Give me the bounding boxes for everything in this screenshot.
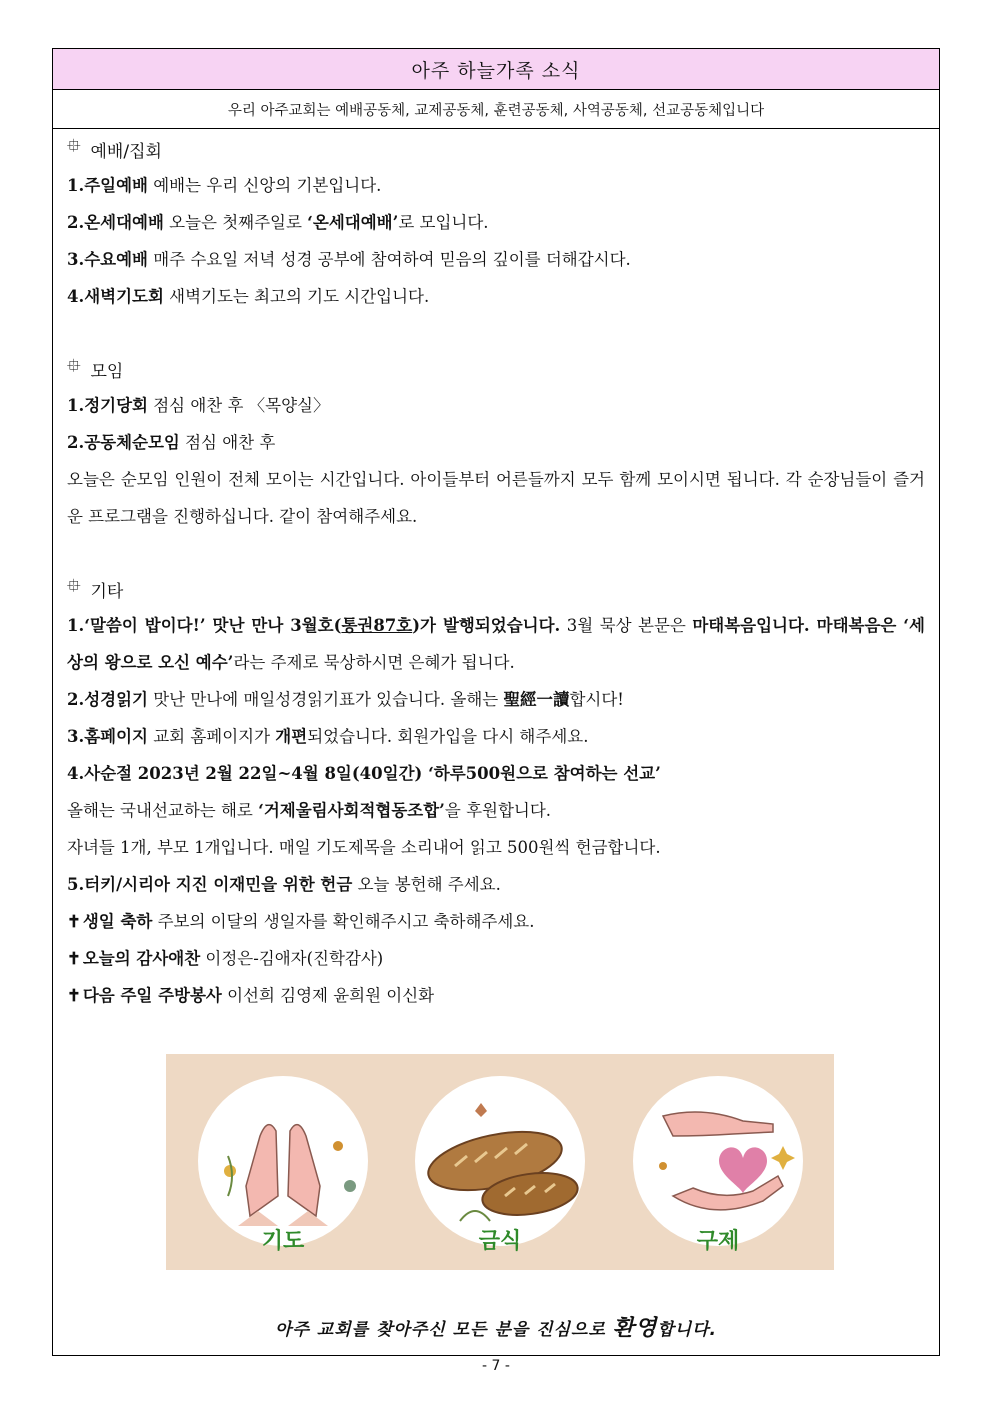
item-text: 새벽기도는 최고의 기도 시간입니다. <box>163 287 430 306</box>
worship-item-1 <box>67 167 925 204</box>
cross-item-kitchen <box>67 977 925 1014</box>
welcome-text: 아주 교회를 찾아주신 모든 분을 진심으로 <box>275 1320 613 1340</box>
welcome-text: 합니다. <box>657 1320 717 1340</box>
section-title: 기타 <box>90 581 124 602</box>
welcome-emphasis: 환영 <box>612 1316 658 1341</box>
cross-icon: ✝ <box>67 912 81 931</box>
meeting-item-1 <box>67 387 925 424</box>
other-item-2 <box>67 681 925 718</box>
item-text: 3월 묵상 본문은 <box>560 616 693 635</box>
banner-circle-almsgiving <box>633 1076 803 1246</box>
banner-circle-fasting <box>415 1076 585 1246</box>
item-label: 5.터키/시리아 지진 이재민을 위한 헌금 <box>67 875 353 894</box>
item-text: 올해는 국내선교하는 해로 <box>67 801 259 820</box>
banner-label-prayer: 기도 <box>261 1229 305 1254</box>
page-number: - 7 - <box>482 1358 510 1374</box>
item-label: 1.‘말씀이 밥이다!’ 맛난 만나 3월호( <box>67 616 342 635</box>
praying-hands-icon <box>198 1076 368 1246</box>
section-title: 예배/집회 <box>90 141 162 162</box>
item-text: 을 후원합니다. <box>444 801 552 820</box>
item-emphasis: 마태복음입니다. 마태복음은 ‘세상의 왕으로 오신 예수’ <box>67 616 925 672</box>
section-title: 모임 <box>90 361 124 382</box>
item-text: 점심 애찬 후 〈목양실〉 <box>147 396 330 415</box>
item-text: 예배는 우리 신앙의 기본입니다. <box>147 176 382 195</box>
item-text: 라는 주제로 묵상하시면 은혜가 됩니다. <box>233 653 515 672</box>
bread-icon <box>415 1076 585 1246</box>
other-item-4-line-3: 자녀들 1개, 부모 1개입니다. 매일 기도제목을 소리내어 읽고 500원씩 헌금합니다. <box>67 838 661 857</box>
item-text: 합시다! <box>569 690 624 709</box>
section-worship-heading <box>67 131 925 167</box>
other-item-4-line-2 <box>67 792 925 829</box>
welcome-message <box>53 1311 939 1342</box>
item-text: 주보의 이달의 생일자를 확인해주시고 축하해주세요. <box>152 912 535 931</box>
item-label-underlined: 통권87호 <box>341 616 413 635</box>
cross-icon: ✝ <box>67 986 81 1005</box>
other-item-5 <box>67 866 925 903</box>
banner-circle-prayer <box>198 1076 368 1246</box>
other-item-1 <box>67 607 925 681</box>
item-text: 점심 애찬 후 <box>179 433 276 452</box>
item-text: 이정은-김애자(진학감사) <box>200 949 384 968</box>
item-emphasis: 개편 <box>275 727 308 746</box>
section-meetings-heading <box>67 351 925 387</box>
meeting-item-2 <box>67 424 925 461</box>
worship-item-2 <box>67 204 925 241</box>
section-other-heading <box>67 571 925 607</box>
item-label: 3.수요예배 <box>67 250 148 269</box>
spacer <box>67 315 925 351</box>
item-label: 다음 주일 주방봉사 <box>82 986 222 1005</box>
worship-item-3 <box>67 241 925 278</box>
item-text: 로 모입니다. <box>398 213 489 232</box>
item-label: 생일 축하 <box>82 912 153 931</box>
giving-hands-heart-icon <box>633 1076 803 1246</box>
item-text: 교회 홈페이지가 <box>147 727 276 746</box>
item-emphasis: 聖經一讀 <box>503 690 570 709</box>
item-label: 2.성경읽기 <box>67 690 148 709</box>
item-label: 3.홈페이지 <box>67 727 148 746</box>
item-emphasis: ‘거제울림사회적협동조합’ <box>258 801 445 820</box>
item-text: 매주 수요일 저녁 성경 공부에 참여하여 믿음의 깊이를 더해갑시다. <box>147 250 631 269</box>
item-text: 이선희 김영제 윤희원 이신화 <box>221 986 435 1005</box>
banner-label-fasting: 금식 <box>478 1229 522 1254</box>
cross-item-thanks <box>67 940 925 977</box>
page-subtitle: 우리 아주교회는 예배공동체, 교제공동체, 훈련공동체, 사역공동체, 선교공동체입니다 <box>53 90 939 129</box>
item-text: 맛난 만나에 매일성경읽기표가 있습니다. 올해는 <box>147 690 504 709</box>
item-label: 2.공동체순모임 <box>67 433 180 452</box>
section-bullet-icon: ⯐ <box>67 576 81 597</box>
item-label: 2.온세대예배 <box>67 213 164 232</box>
other-item-3 <box>67 718 925 755</box>
item-label: 1.정기당회 <box>67 396 148 415</box>
item-label: 오늘의 감사애찬 <box>82 949 201 968</box>
item-emphasis: ‘온세대예배’ <box>307 213 399 232</box>
item-text: 되었습니다. 회원가입을 다시 해주세요. <box>307 727 589 746</box>
other-item-4: 4.사순절 2023년 2월 22일~4월 8일(40일간) ‘하루500원으로 참여하는 선교’ <box>67 764 661 783</box>
content-area <box>53 129 939 1014</box>
page-title: 아주 하늘가족 소식 <box>53 49 939 90</box>
item-text: 오늘은 첫째주일로 <box>163 213 308 232</box>
section-bullet-icon: ⯐ <box>67 356 81 377</box>
cross-icon: ✝ <box>67 949 81 968</box>
meeting-paragraph: 오늘은 순모임 인원이 전체 모이는 시간입니다. 아이들부터 어른들까지 모두 함께 모이시면 됩니다. 각 순장님들이 즐거운 프로그램을 진행하십니다. 같이 참여해주세요. <box>67 470 925 526</box>
item-label: 4.새벽기도회 <box>67 287 164 306</box>
section-bullet-icon: ⯐ <box>67 136 81 157</box>
bulletin-frame <box>52 48 940 1356</box>
lent-banner <box>166 1054 834 1270</box>
spacer <box>67 535 925 571</box>
cross-item-birthday <box>67 903 925 940</box>
item-label: )가 발행되었습니다. <box>412 616 561 635</box>
banner-label-almsgiving: 구제 <box>696 1229 740 1254</box>
item-text: 오늘 봉헌해 주세요. <box>352 875 501 894</box>
item-label: 1.주일예배 <box>67 176 148 195</box>
worship-item-4 <box>67 278 925 315</box>
